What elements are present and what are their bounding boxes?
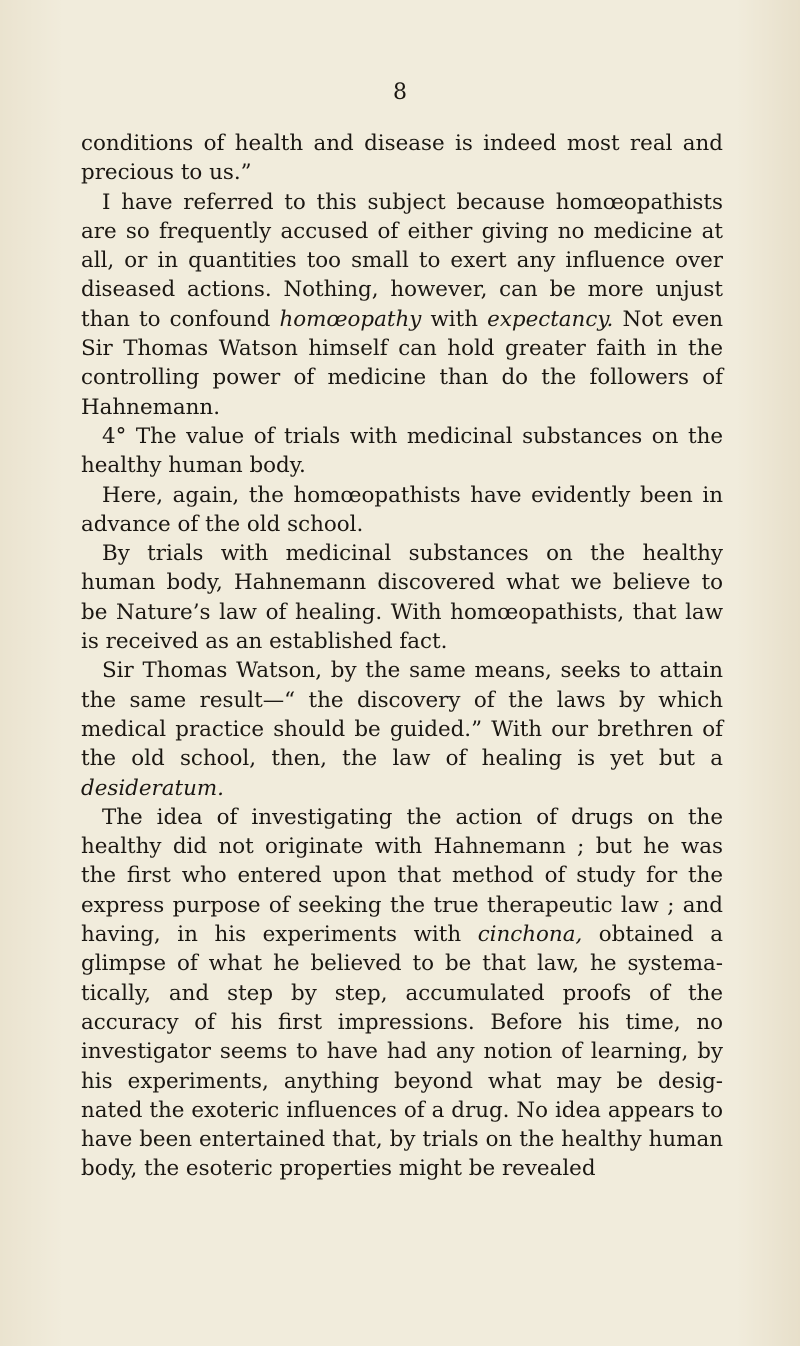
text-run: 4° The value of trials with medicinal substances on the healthy human body.: [81, 423, 723, 479]
text-run: The idea of investigating the action of drugs on the healthy did not originate with Hahnemann ; but he was the first who entered upon that method of study for the express purpose of seeking the true therapeutic law ; and having, in his experiments with: [81, 804, 723, 948]
paragraph: [81, 656, 723, 802]
text-run: Here, again, the homœopathists have evidently been in advance of the old school.: [81, 482, 723, 537]
text-run: I have referred to this subject because homœopathists are so frequently accused of either giving no medicine at all, or in quantities too small to exert any influence over diseased actions. Nothing, however, can be more unjust than to confound: [81, 189, 723, 332]
italic-text: desideratum.: [81, 775, 224, 801]
paragraph: [81, 481, 723, 540]
text-run: with: [421, 306, 488, 332]
text-run: Sir Thomas Watson, by the same means, seeks to attain the same result—“ the discovery of the laws by which medical practice should be guided.” With our brethren of the old school, then, the law of healing is yet but a: [81, 658, 723, 772]
text-run: obtained a glimpse of what he believed to be that law, he systema- tically, and step by step, accumulated proofs of the accuracy of his first impressions. Before his time, no investigator seems to have had any notion of learning, by his experiments, anything beyond what may be desig- nated the exoteric influences of a drug. No idea appears to have been entertained that, by trials on the healthy human body, the esoteric properties might be revealed: [81, 922, 724, 1182]
italic-text: homœopathy: [279, 306, 422, 332]
body-text: [81, 129, 723, 1184]
paragraph: [81, 803, 723, 1184]
paragraph: [81, 422, 723, 481]
text-run: By trials with medicinal substances on the healthy human body, Hahnemann discovered what we believe to be Nature’s law of healing. With homœopathists, that law is received as an established fact.: [81, 541, 723, 655]
italic-text: cinchona,: [477, 922, 583, 948]
paragraph: [81, 129, 723, 188]
text-run: conditions of health and disease is indeed most real and precious to us.”: [81, 131, 723, 186]
italic-text: expectancy.: [487, 306, 614, 332]
page-number: 8: [393, 80, 407, 105]
paragraph: [81, 539, 723, 656]
paragraph: [81, 188, 723, 422]
text-run: Not even Sir Thomas Watson himself can hold greater faith in the controlling power of medicine than do the followers of Hahnemann.: [81, 306, 724, 420]
